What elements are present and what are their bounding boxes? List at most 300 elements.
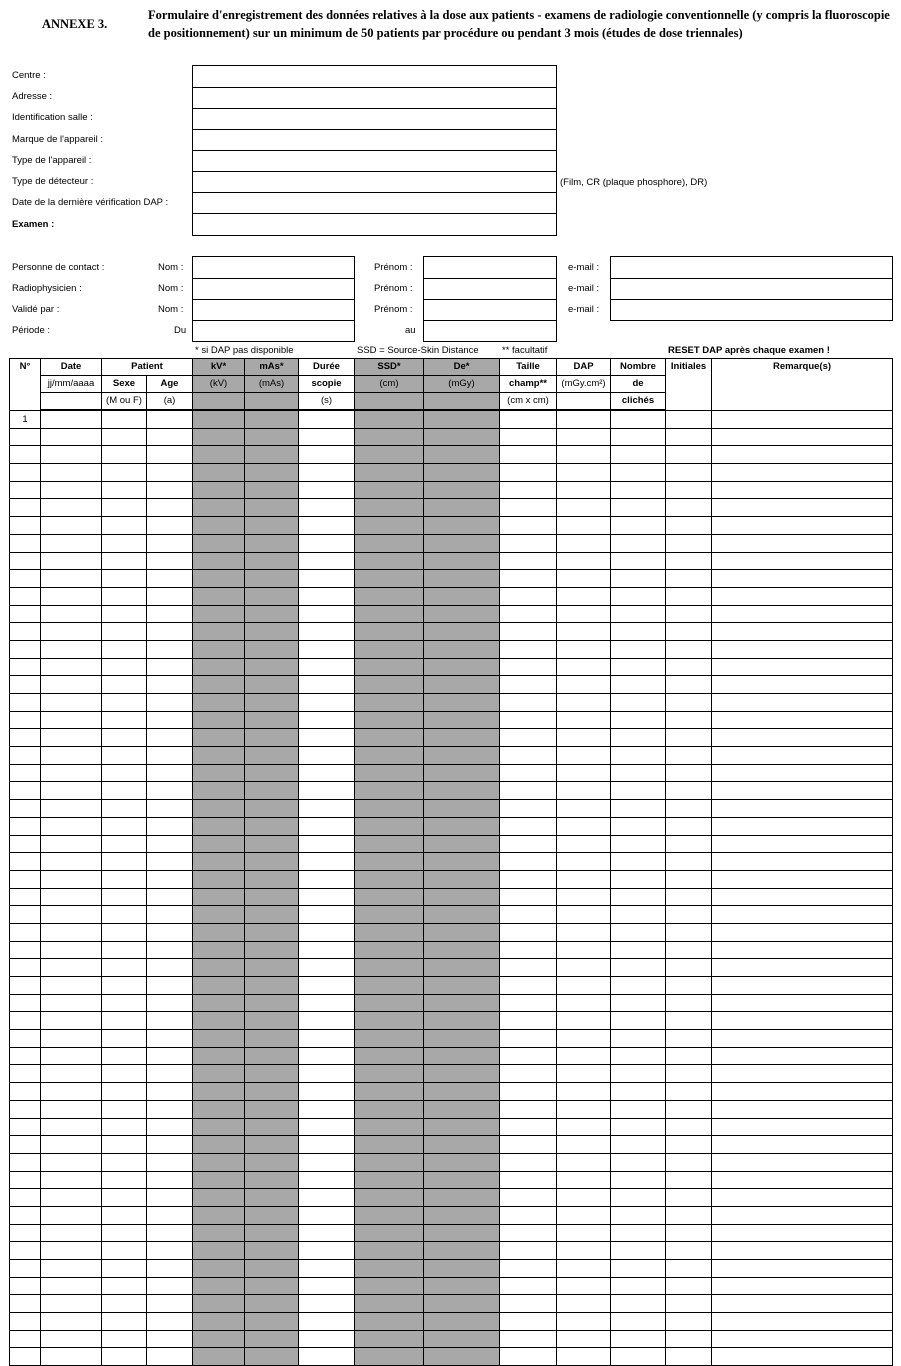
table-cell[interactable] xyxy=(355,1118,424,1136)
table-cell[interactable] xyxy=(41,1277,102,1295)
table-cell[interactable] xyxy=(299,1100,355,1118)
table-cell[interactable] xyxy=(666,977,712,995)
examen-input[interactable] xyxy=(193,213,556,235)
table-cell[interactable] xyxy=(10,1330,41,1348)
table-cell[interactable] xyxy=(299,694,355,712)
table-cell[interactable] xyxy=(355,1295,424,1313)
contact-email-input[interactable] xyxy=(611,257,892,279)
table-cell[interactable] xyxy=(299,1012,355,1030)
table-cell[interactable] xyxy=(557,853,611,871)
table-cell[interactable] xyxy=(245,464,299,482)
table-cell[interactable] xyxy=(193,1136,245,1154)
table-cell[interactable] xyxy=(712,1242,893,1260)
table-cell[interactable] xyxy=(102,835,147,853)
table-cell[interactable] xyxy=(666,623,712,641)
table-cell[interactable] xyxy=(193,782,245,800)
table-cell[interactable] xyxy=(355,640,424,658)
table-cell[interactable] xyxy=(41,941,102,959)
table-cell[interactable] xyxy=(500,906,557,924)
table-cell[interactable] xyxy=(102,605,147,623)
table-cell[interactable] xyxy=(299,676,355,694)
table-cell[interactable] xyxy=(10,853,41,871)
table-cell[interactable] xyxy=(557,1277,611,1295)
table-cell[interactable] xyxy=(10,923,41,941)
valide-prenom-input[interactable] xyxy=(424,299,556,321)
table-cell[interactable] xyxy=(355,1189,424,1207)
table-cell[interactable] xyxy=(245,1242,299,1260)
table-cell[interactable] xyxy=(102,1224,147,1242)
table-cell[interactable] xyxy=(500,428,557,446)
table-cell[interactable] xyxy=(245,1083,299,1101)
table-cell[interactable] xyxy=(666,747,712,765)
table-cell[interactable] xyxy=(193,764,245,782)
table-cell[interactable] xyxy=(666,428,712,446)
table-cell[interactable] xyxy=(10,1047,41,1065)
table-cell[interactable] xyxy=(147,941,193,959)
table-cell[interactable] xyxy=(666,888,712,906)
table-cell[interactable] xyxy=(355,747,424,765)
verification-input[interactable] xyxy=(193,192,556,214)
table-cell[interactable] xyxy=(299,658,355,676)
table-cell[interactable] xyxy=(102,1242,147,1260)
table-cell[interactable] xyxy=(102,446,147,464)
table-cell[interactable] xyxy=(41,1118,102,1136)
table-cell[interactable] xyxy=(557,570,611,588)
table-cell[interactable] xyxy=(245,1260,299,1278)
table-cell[interactable] xyxy=(611,499,666,517)
table-cell[interactable] xyxy=(41,747,102,765)
table-cell[interactable] xyxy=(41,1083,102,1101)
table-cell[interactable] xyxy=(193,959,245,977)
table-cell[interactable] xyxy=(557,747,611,765)
table-cell[interactable] xyxy=(611,1047,666,1065)
table-cell[interactable] xyxy=(712,782,893,800)
table-cell[interactable] xyxy=(245,959,299,977)
table-cell[interactable] xyxy=(299,534,355,552)
table-cell[interactable] xyxy=(500,782,557,800)
table-cell[interactable] xyxy=(245,1348,299,1366)
marque-input[interactable] xyxy=(193,129,556,151)
table-cell[interactable] xyxy=(424,1153,500,1171)
table-cell[interactable] xyxy=(41,1206,102,1224)
table-cell[interactable] xyxy=(245,1330,299,1348)
table-cell[interactable] xyxy=(611,835,666,853)
table-cell[interactable] xyxy=(500,1171,557,1189)
table-cell[interactable] xyxy=(500,1189,557,1207)
table-cell[interactable] xyxy=(355,906,424,924)
table-cell[interactable] xyxy=(147,782,193,800)
table-cell[interactable] xyxy=(355,658,424,676)
table-cell[interactable] xyxy=(557,941,611,959)
table-cell[interactable] xyxy=(193,835,245,853)
table-cell[interactable] xyxy=(41,888,102,906)
table-cell[interactable] xyxy=(10,1136,41,1154)
table-cell[interactable] xyxy=(147,1330,193,1348)
table-cell[interactable] xyxy=(666,1030,712,1048)
table-cell[interactable] xyxy=(193,941,245,959)
table-cell[interactable] xyxy=(424,800,500,818)
table-cell[interactable] xyxy=(557,1083,611,1101)
table-cell[interactable] xyxy=(245,977,299,995)
table-cell[interactable] xyxy=(299,1153,355,1171)
table-cell[interactable] xyxy=(102,729,147,747)
table-cell[interactable] xyxy=(147,676,193,694)
table-cell[interactable] xyxy=(557,994,611,1012)
table-cell[interactable] xyxy=(712,1277,893,1295)
table-cell[interactable] xyxy=(611,587,666,605)
table-cell[interactable] xyxy=(147,835,193,853)
table-cell[interactable] xyxy=(10,941,41,959)
table-cell[interactable] xyxy=(500,1206,557,1224)
table-cell[interactable] xyxy=(355,446,424,464)
table-cell[interactable] xyxy=(10,534,41,552)
table-cell[interactable] xyxy=(41,499,102,517)
table-cell[interactable] xyxy=(41,464,102,482)
table-cell[interactable] xyxy=(147,1153,193,1171)
table-cell[interactable] xyxy=(102,1348,147,1366)
table-cell[interactable] xyxy=(10,1083,41,1101)
table-cell[interactable] xyxy=(245,1171,299,1189)
table-cell[interactable] xyxy=(41,906,102,924)
table-cell[interactable] xyxy=(666,1136,712,1154)
table-cell[interactable] xyxy=(712,1295,893,1313)
table-cell[interactable] xyxy=(611,1136,666,1154)
table-cell[interactable] xyxy=(102,464,147,482)
table-cell[interactable] xyxy=(557,552,611,570)
table-cell[interactable] xyxy=(299,977,355,995)
table-cell[interactable] xyxy=(500,959,557,977)
table-cell[interactable] xyxy=(611,464,666,482)
table-cell[interactable] xyxy=(10,1153,41,1171)
table-cell[interactable] xyxy=(500,764,557,782)
table-cell[interactable] xyxy=(666,853,712,871)
table-cell[interactable] xyxy=(245,800,299,818)
table-cell[interactable] xyxy=(712,1136,893,1154)
table-cell[interactable] xyxy=(147,1083,193,1101)
table-cell[interactable] xyxy=(41,1065,102,1083)
table-cell[interactable] xyxy=(712,1206,893,1224)
table-cell[interactable] xyxy=(712,1083,893,1101)
table-cell[interactable] xyxy=(41,1330,102,1348)
table-cell[interactable] xyxy=(712,587,893,605)
table-cell[interactable] xyxy=(355,481,424,499)
table-cell[interactable] xyxy=(666,676,712,694)
table-cell[interactable] xyxy=(41,800,102,818)
table-cell[interactable] xyxy=(557,605,611,623)
table-cell[interactable] xyxy=(41,782,102,800)
table-cell[interactable] xyxy=(557,1118,611,1136)
table-cell[interactable] xyxy=(355,870,424,888)
table-cell[interactable] xyxy=(666,1348,712,1366)
table-cell[interactable] xyxy=(712,994,893,1012)
table-cell[interactable] xyxy=(712,1224,893,1242)
table-cell[interactable] xyxy=(102,428,147,446)
table-cell[interactable] xyxy=(102,676,147,694)
table-cell[interactable] xyxy=(41,1047,102,1065)
table-cell[interactable] xyxy=(355,1348,424,1366)
table-cell[interactable] xyxy=(147,1206,193,1224)
table-cell[interactable] xyxy=(10,994,41,1012)
table-cell[interactable] xyxy=(10,1100,41,1118)
table-cell[interactable] xyxy=(245,1030,299,1048)
table-cell[interactable] xyxy=(147,534,193,552)
table-cell[interactable] xyxy=(245,587,299,605)
table-cell[interactable] xyxy=(193,1189,245,1207)
table-cell[interactable] xyxy=(10,428,41,446)
table-cell[interactable] xyxy=(10,764,41,782)
table-cell[interactable] xyxy=(102,817,147,835)
table-cell[interactable] xyxy=(712,499,893,517)
table-cell[interactable] xyxy=(299,711,355,729)
table-cell[interactable] xyxy=(102,1260,147,1278)
table-cell[interactable] xyxy=(193,977,245,995)
table-cell[interactable] xyxy=(557,800,611,818)
table-cell[interactable] xyxy=(355,1171,424,1189)
table-cell[interactable] xyxy=(557,623,611,641)
table-cell[interactable] xyxy=(245,1065,299,1083)
table-cell[interactable] xyxy=(147,658,193,676)
table-cell[interactable] xyxy=(424,764,500,782)
table-cell[interactable] xyxy=(557,1189,611,1207)
radiophysicien-email-input[interactable] xyxy=(611,278,892,300)
table-cell[interactable] xyxy=(10,1277,41,1295)
table-cell[interactable] xyxy=(611,1348,666,1366)
table-cell[interactable] xyxy=(666,1242,712,1260)
table-cell[interactable] xyxy=(102,959,147,977)
table-cell[interactable] xyxy=(355,764,424,782)
table-cell[interactable] xyxy=(611,1012,666,1030)
table-cell[interactable] xyxy=(147,1030,193,1048)
table-cell[interactable] xyxy=(424,1260,500,1278)
table-cell[interactable] xyxy=(611,640,666,658)
table-cell[interactable] xyxy=(424,1030,500,1048)
table-cell[interactable] xyxy=(299,1206,355,1224)
table-cell[interactable] xyxy=(355,605,424,623)
table-cell[interactable] xyxy=(102,888,147,906)
table-cell[interactable] xyxy=(10,694,41,712)
table-cell[interactable] xyxy=(41,694,102,712)
table-cell[interactable] xyxy=(424,835,500,853)
table-cell[interactable] xyxy=(666,605,712,623)
table-cell[interactable] xyxy=(712,676,893,694)
table-cell[interactable] xyxy=(299,1330,355,1348)
table-cell[interactable] xyxy=(102,1100,147,1118)
table-cell[interactable] xyxy=(712,906,893,924)
table-cell[interactable] xyxy=(147,994,193,1012)
table-cell[interactable] xyxy=(10,1242,41,1260)
table-cell[interactable] xyxy=(500,923,557,941)
table-cell[interactable] xyxy=(10,658,41,676)
table-cell[interactable] xyxy=(193,1083,245,1101)
table-cell[interactable] xyxy=(193,1224,245,1242)
table-cell[interactable] xyxy=(102,658,147,676)
table-cell[interactable] xyxy=(666,870,712,888)
table-cell[interactable] xyxy=(666,1189,712,1207)
table-cell[interactable] xyxy=(299,552,355,570)
table-cell[interactable] xyxy=(355,552,424,570)
table-cell[interactable] xyxy=(424,658,500,676)
table-cell[interactable] xyxy=(245,764,299,782)
table-cell[interactable] xyxy=(666,729,712,747)
table-cell[interactable] xyxy=(41,764,102,782)
table-cell[interactable] xyxy=(355,1012,424,1030)
table-cell[interactable] xyxy=(500,817,557,835)
table-cell[interactable] xyxy=(193,428,245,446)
table-cell[interactable] xyxy=(193,410,245,428)
table-cell[interactable] xyxy=(299,1348,355,1366)
table-cell[interactable] xyxy=(193,1295,245,1313)
table-cell[interactable] xyxy=(245,552,299,570)
table-cell[interactable] xyxy=(299,959,355,977)
table-cell[interactable] xyxy=(193,1242,245,1260)
table-cell[interactable] xyxy=(299,747,355,765)
table-cell[interactable] xyxy=(41,835,102,853)
table-cell[interactable] xyxy=(41,923,102,941)
table-cell[interactable] xyxy=(193,534,245,552)
table-cell[interactable] xyxy=(611,694,666,712)
table-cell[interactable] xyxy=(557,1224,611,1242)
table-cell[interactable] xyxy=(712,640,893,658)
table-cell[interactable] xyxy=(611,977,666,995)
table-cell[interactable] xyxy=(299,1277,355,1295)
table-cell[interactable] xyxy=(147,923,193,941)
table-cell[interactable] xyxy=(147,1012,193,1030)
table-cell[interactable] xyxy=(245,1012,299,1030)
table-cell[interactable] xyxy=(10,552,41,570)
table-cell[interactable] xyxy=(355,888,424,906)
table-cell[interactable] xyxy=(712,694,893,712)
table-cell[interactable] xyxy=(500,552,557,570)
table-cell[interactable] xyxy=(147,800,193,818)
table-cell[interactable] xyxy=(10,1118,41,1136)
table-cell[interactable] xyxy=(102,517,147,535)
table-cell[interactable] xyxy=(10,1348,41,1366)
table-cell[interactable] xyxy=(712,605,893,623)
table-cell[interactable] xyxy=(424,1118,500,1136)
table-cell[interactable] xyxy=(424,570,500,588)
table-cell[interactable] xyxy=(557,1206,611,1224)
table-cell[interactable] xyxy=(712,959,893,977)
table-cell[interactable] xyxy=(424,729,500,747)
table-cell[interactable] xyxy=(245,994,299,1012)
table-cell[interactable] xyxy=(41,1153,102,1171)
table-cell[interactable] xyxy=(557,1295,611,1313)
table-cell[interactable] xyxy=(611,870,666,888)
table-cell[interactable] xyxy=(10,959,41,977)
table-cell[interactable] xyxy=(355,959,424,977)
table-cell[interactable] xyxy=(10,1206,41,1224)
table-cell[interactable] xyxy=(10,605,41,623)
table-cell[interactable] xyxy=(193,729,245,747)
table-cell[interactable] xyxy=(500,1295,557,1313)
table-cell[interactable] xyxy=(102,499,147,517)
table-cell[interactable] xyxy=(666,499,712,517)
table-cell[interactable] xyxy=(299,499,355,517)
table-cell[interactable] xyxy=(557,534,611,552)
table-cell[interactable] xyxy=(299,1083,355,1101)
table-cell[interactable] xyxy=(424,782,500,800)
table-cell[interactable] xyxy=(355,1277,424,1295)
table-cell[interactable] xyxy=(41,870,102,888)
table-cell[interactable] xyxy=(41,481,102,499)
table-cell[interactable] xyxy=(424,1242,500,1260)
table-cell[interactable] xyxy=(245,1136,299,1154)
table-cell[interactable] xyxy=(712,552,893,570)
table-cell[interactable] xyxy=(666,782,712,800)
table-cell[interactable] xyxy=(424,977,500,995)
table-cell[interactable] xyxy=(611,1100,666,1118)
table-cell[interactable] xyxy=(355,464,424,482)
table-cell[interactable] xyxy=(355,923,424,941)
table-cell[interactable] xyxy=(299,1047,355,1065)
table-cell[interactable] xyxy=(424,623,500,641)
table-cell[interactable] xyxy=(147,1242,193,1260)
table-cell[interactable] xyxy=(611,1030,666,1048)
table-cell[interactable] xyxy=(611,1206,666,1224)
table-cell[interactable] xyxy=(102,587,147,605)
table-cell[interactable] xyxy=(666,1171,712,1189)
table-cell[interactable] xyxy=(666,1224,712,1242)
table-cell[interactable] xyxy=(557,1171,611,1189)
table-cell[interactable] xyxy=(10,835,41,853)
table-cell[interactable] xyxy=(611,517,666,535)
table-cell[interactable] xyxy=(245,870,299,888)
table-cell[interactable] xyxy=(666,1260,712,1278)
table-cell[interactable] xyxy=(500,640,557,658)
table-cell[interactable] xyxy=(193,658,245,676)
table-cell[interactable] xyxy=(102,747,147,765)
table-cell[interactable] xyxy=(147,817,193,835)
table-cell[interactable] xyxy=(666,923,712,941)
table-cell[interactable] xyxy=(10,800,41,818)
table-cell[interactable] xyxy=(147,605,193,623)
table-cell[interactable] xyxy=(147,870,193,888)
table-cell[interactable] xyxy=(193,587,245,605)
table-cell[interactable] xyxy=(147,1100,193,1118)
table-cell[interactable] xyxy=(666,994,712,1012)
table-cell[interactable] xyxy=(611,1171,666,1189)
table-cell[interactable] xyxy=(500,888,557,906)
periode-du-input[interactable] xyxy=(193,320,354,341)
table-cell[interactable] xyxy=(245,1153,299,1171)
table-cell[interactable] xyxy=(245,570,299,588)
table-cell[interactable] xyxy=(611,782,666,800)
table-cell[interactable] xyxy=(41,534,102,552)
table-cell[interactable] xyxy=(712,800,893,818)
table-cell[interactable] xyxy=(41,658,102,676)
table-cell[interactable] xyxy=(147,464,193,482)
table-cell[interactable] xyxy=(557,888,611,906)
table-cell[interactable] xyxy=(299,1295,355,1313)
centre-input[interactable] xyxy=(193,66,556,88)
table-cell[interactable] xyxy=(666,587,712,605)
table-cell[interactable] xyxy=(102,410,147,428)
table-cell[interactable] xyxy=(611,534,666,552)
table-cell[interactable] xyxy=(557,711,611,729)
table-cell[interactable] xyxy=(500,1100,557,1118)
table-cell[interactable] xyxy=(10,587,41,605)
table-cell[interactable] xyxy=(147,1348,193,1366)
table-cell[interactable] xyxy=(355,1242,424,1260)
table-cell[interactable] xyxy=(102,623,147,641)
table-cell[interactable] xyxy=(102,1295,147,1313)
table-cell[interactable] xyxy=(193,640,245,658)
table-cell[interactable] xyxy=(299,782,355,800)
table-cell[interactable] xyxy=(500,1277,557,1295)
table-cell[interactable] xyxy=(500,517,557,535)
table-cell[interactable] xyxy=(424,1206,500,1224)
table-cell[interactable] xyxy=(355,1083,424,1101)
